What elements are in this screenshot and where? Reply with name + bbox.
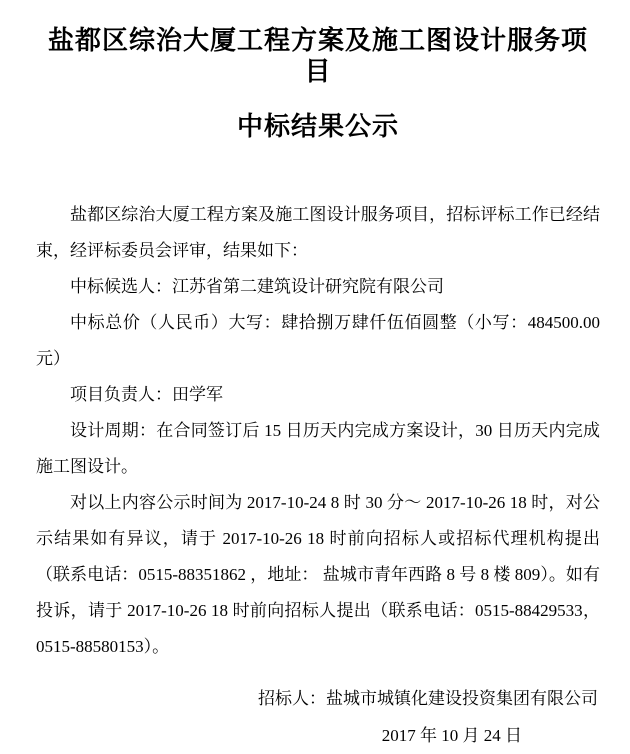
signature-block	[36, 680, 600, 754]
document-title-line2: 中标结果公示	[236, 112, 399, 142]
tenderer-line: 招标人：盐城市城镇化建设投资集团有限公司	[258, 688, 598, 708]
document-body	[36, 197, 600, 665]
bid-price-line: 中标总价（人民币）大写：肆拾捌万肆仟伍佰圆整（小写：484500.00 元）	[36, 312, 600, 368]
document-title-line1: 盐都区综治大厦工程方案及施工图设计服务项目	[47, 26, 588, 87]
publicity-notice-paragraph: 对以上内容公示时间为 2017-10-24 8 时 30 分～ 2017-10-26 18 时，对公示结果如有异议，请于 2017-10-26 18 时前向招标人或招标代理机构提出（联系电话：0515-88351862 ，地址： 盐城市青年西路 8 号 8 楼 809）。如有投诉，请于 2017-10-26 18 时前向招标人提出（联系电话：0515-88429533，0515-88580153）。	[36, 492, 600, 656]
intro-paragraph: 盐都区综治大厦工程方案及施工图设计服务项目，招标评标工作已经结束，经评标委员会评审，结果如下：	[36, 204, 600, 260]
project-manager-line: 项目负责人：田学军	[70, 384, 223, 404]
signature-date-line: 2017 年 10 月 24 日	[381, 725, 522, 745]
design-period-paragraph: 设计周期：在合同签订后 15 日历天内完成方案设计，30 日历天内完成施工图设计。	[36, 420, 600, 476]
winner-candidate-line: 中标候选人：江苏省第二建筑设计研究院有限公司	[70, 276, 444, 296]
